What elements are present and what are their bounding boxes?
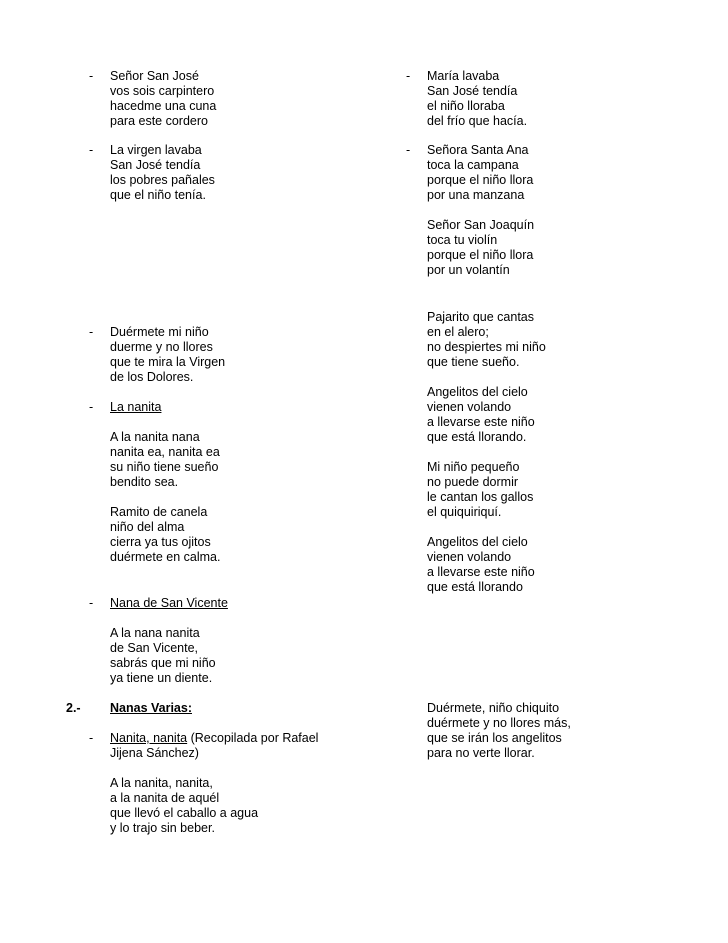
verse-line: cierra ya tus ojitos <box>110 535 211 549</box>
list-dash: - <box>89 69 94 83</box>
verse-line: y lo trajo sin beber. <box>110 821 215 835</box>
verse-line: vienen volando <box>427 550 512 564</box>
list-dash: - <box>89 596 94 610</box>
verse-line: a la nanita de aquél <box>110 791 220 805</box>
verse-line: duerme y no llores <box>110 340 213 354</box>
verse-line: de los Dolores. <box>110 370 194 384</box>
list-dash: - <box>89 325 94 339</box>
verse-line: para no verte llorar. <box>427 746 535 760</box>
list-dash: - <box>89 731 94 745</box>
verse-line: a llevarse este niño <box>427 415 535 429</box>
poem-credit: (Recopilada por Rafael <box>187 731 319 745</box>
verse-line: hacedme una cuna <box>110 99 217 113</box>
verse-line: vos sois carpintero <box>110 84 215 98</box>
section-title: Nanas Varias: <box>110 701 192 715</box>
list-dash: - <box>406 69 411 83</box>
verse-line: nanita ea, nanita ea <box>110 445 220 459</box>
verse-line: que el niño tenía. <box>110 188 206 202</box>
verse-line: los pobres pañales <box>110 173 215 187</box>
verse-line: duérmete en calma. <box>110 550 221 564</box>
verse-line: en el alero; <box>427 325 489 339</box>
poem-title: La nanita <box>110 400 162 414</box>
verse-line: para este cordero <box>110 114 208 128</box>
verse-line: A la nanita nana <box>110 430 200 444</box>
verse-line: niño del alma <box>110 520 185 534</box>
verse-line: no puede dormir <box>427 475 519 489</box>
verse-line: que llevó el caballo a agua <box>110 806 259 820</box>
verse-line: vienen volando <box>427 400 512 414</box>
verse-line: que está llorando <box>427 580 523 594</box>
verse-line: San José tendía <box>110 158 201 172</box>
verse-line: que se irán los angelitos <box>427 731 562 745</box>
verse-line: que tiene sueño. <box>427 355 520 369</box>
verse-line: toca tu violín <box>427 233 498 247</box>
verse-line: Ramito de canela <box>110 505 208 519</box>
verse-line: Duérmete mi niño <box>110 325 209 339</box>
poem-credit: Jijena Sánchez) <box>110 746 199 760</box>
verse-line: a llevarse este niño <box>427 565 535 579</box>
verse-line: bendito sea. <box>110 475 179 489</box>
verse-line: del frío que hacía. <box>427 114 528 128</box>
verse-line: que está llorando. <box>427 430 527 444</box>
list-dash: - <box>89 143 94 157</box>
verse-line: su niño tiene sueño <box>110 460 219 474</box>
verse-line: porque el niño llora <box>427 248 534 262</box>
verse-line: por una manzana <box>427 188 525 202</box>
verse-line: Pajarito que cantas <box>427 310 535 324</box>
verse-line: Señor San José <box>110 69 199 83</box>
verse-line: duérmete y no llores más, <box>427 716 571 730</box>
verse-line: San José tendía <box>427 84 518 98</box>
verse-line: por un volantín <box>427 263 510 277</box>
verse-line: no despiertes mi niño <box>427 340 546 354</box>
verse-line: el niño lloraba <box>427 99 505 113</box>
list-dash: - <box>89 400 94 414</box>
verse-line: el quiquiriquí. <box>427 505 502 519</box>
verse-line: le cantan los gallos <box>427 490 534 504</box>
verse-line: Mi niño pequeño <box>427 460 520 474</box>
section-number: 2.- <box>66 701 81 715</box>
verse-line: Señora Santa Ana <box>427 143 529 157</box>
verse-line: A la nanita, nanita, <box>110 776 213 790</box>
verse-line: La virgen lavaba <box>110 143 202 157</box>
verse-line: María lavaba <box>427 69 500 83</box>
verse-line: Angelitos del cielo <box>427 535 528 549</box>
verse-line: porque el niño llora <box>427 173 534 187</box>
poem-title: Nana de San Vicente <box>110 596 228 610</box>
verse-line: Angelitos del cielo <box>427 385 528 399</box>
verse-line: A la nana nanita <box>110 626 200 640</box>
verse-line: Duérmete, niño chiquito <box>427 701 560 715</box>
verse-line: ya tiene un diente. <box>110 671 213 685</box>
list-dash: - <box>406 143 411 157</box>
verse-line: de San Vicente, <box>110 641 199 655</box>
verse-line: toca la campana <box>427 158 519 172</box>
verse-line: sabrás que mi niño <box>110 656 216 670</box>
poem-heading <box>110 731 318 746</box>
verse-line: que te mira la Virgen <box>110 355 226 369</box>
poem-title: Nanita, nanita <box>110 731 188 745</box>
verse-line: Señor San Joaquín <box>427 218 535 232</box>
